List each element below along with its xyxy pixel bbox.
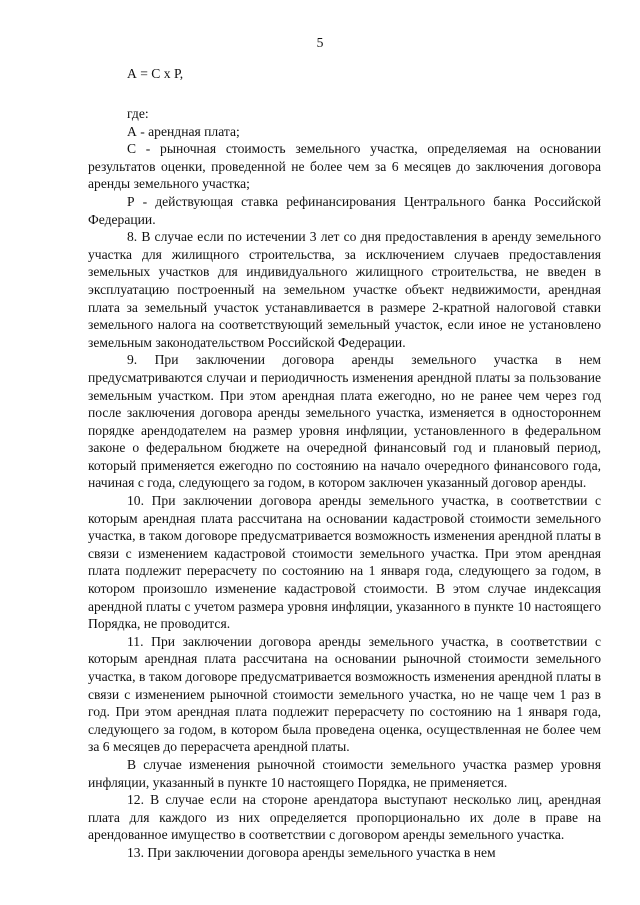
paragraph-10: 10. При заключении договора аренды земельного участка, в соответствии с которым арендная плата рассчитана на основании кадастровой стоимости земельного участка, в таком договоре предусматривается возможность изменения арендной платы в связи с изменением кадастровой стоимости земельного участка. При этом арендная плата подлежит перерасчету по состоянию на 1 января года, следующего за годом, в котором произошло изменение кадастровой стоимости. В этом случае индексация арендной платы с учетом размера уровня инфляции, указанного в пункте 10 настоящего Порядка, не проводится. bbox=[88, 493, 601, 632]
document-body bbox=[88, 103, 601, 862]
paragraph-def-a: А - арендная плата; bbox=[127, 123, 240, 139]
paragraph-def-p: Р - действующая ставка рефинансирования Центрального банка Российской Федерации. bbox=[88, 193, 601, 227]
paragraph-8: 8. В случае если по истечении 3 лет со дня предоставления в аренду земельного участка для жилищного строительства, за исключением случаев предоставления земельных участков для индивидуального жилищного строительства, не введен в эксплуатацию построенный на земельном участке объект недвижимости, арендная плата за земельный участок устанавливается в размере 2-кратной налоговой ставки земельного налога на соответствующий земельный участок, если иное не установлено земельным законодательством Российской Федерации. bbox=[88, 229, 601, 350]
paragraph-11: 11. При заключении договора аренды земельного участка, в соответствии с которым арендная плата рассчитана на основании рыночной стоимости земельного участка, в таком договоре предусматривается возможность изменения арендной платы в связи с изменением рыночной стоимости земельного участка, но не чаще чем 1 раз в год. При этом арендная плата подлежит перерасчету по состоянию на 1 января года, следующего за годом, в котором была проведена оценка, осуществленная не более чем за 6 месяцев до перерасчета арендной платы. bbox=[88, 633, 601, 755]
paragraph-11-note: В случае изменения рыночной стоимости земельного участка размер уровня инфляции, указанный в пункте 10 настоящего Порядка, не применяется. bbox=[88, 756, 601, 790]
page-number: 5 bbox=[316, 35, 324, 50]
paragraph-13: 13. При заключении договора аренды земельного участка в нем bbox=[127, 844, 496, 860]
paragraph-where: где: bbox=[127, 106, 149, 121]
paragraph-def-c: С - рыночная стоимость земельного участка, определяемая на основании результатов оценки, проведенной не более чем за 6 месяцев до заключения договора аренды земельного участка; bbox=[88, 141, 601, 192]
rent-formula: А = С х Р, bbox=[127, 66, 184, 81]
paragraph-9: 9. При заключении договора аренды земельного участка в нем предусматриваются случаи и периодичность изменения арендной платы за пользование земельным участком. При этом арендная плата ежегодно, но не ранее чем через год после заключения договора аренды земельного участка, изменяется в одностороннем порядке арендодателем на размер уровня инфляции, установленного в федеральном законе о федеральном бюджете на очередной финансовый год и плановый период, который применяется ежегодно по состоянию на начало очередного финансового года, начиная с года, следующего за годом, в котором заключен указанный договор аренды. bbox=[88, 352, 601, 491]
paragraph-12: 12. В случае если на стороне арендатора выступают несколько лиц, арендная плата для каждого из них определяется пропорционально их доле в праве на арендованное имущество в соответствии с договором аренды земельного участка. bbox=[88, 792, 601, 843]
